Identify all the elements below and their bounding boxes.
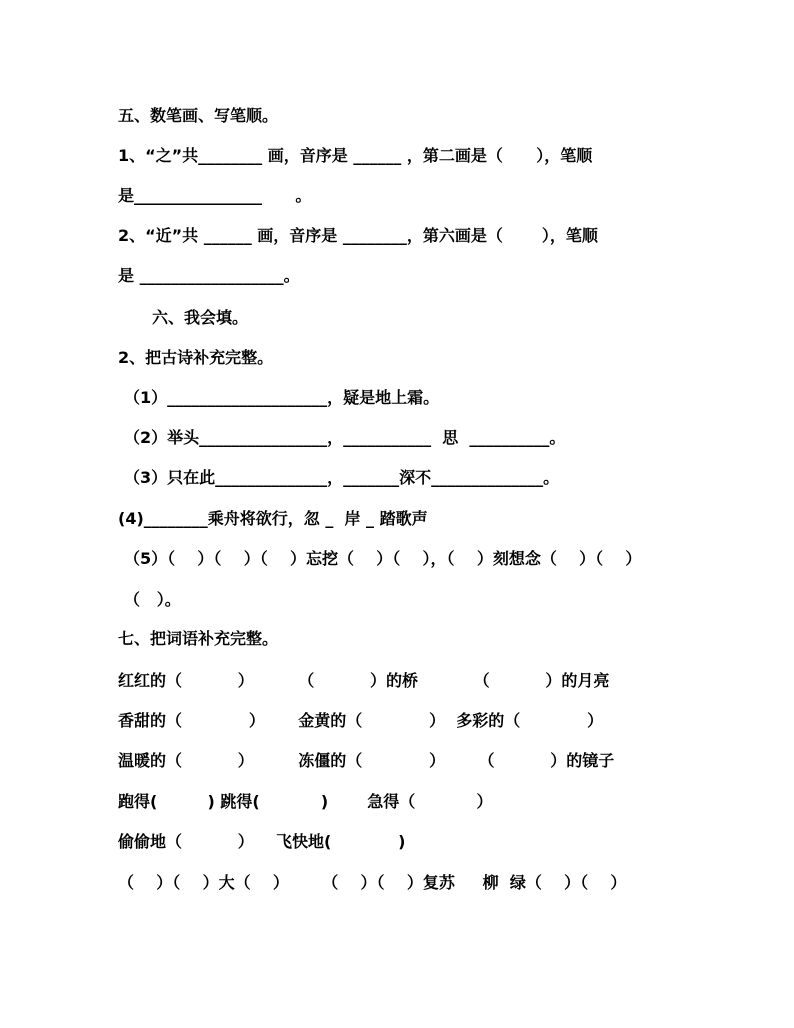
question-1-line-1: 1、“之”共________ 画，音序是 ______ ，第二画是（ ），笔顺 <box>118 146 593 165</box>
question-2-line-1: 2、“近”共 ______ 画，音序是 ________，第六画是（ ），笔顺 <box>118 226 598 245</box>
word-row-3: 温暖的（ ） 冻僵的（ ） （ ）的镜子 <box>118 751 615 770</box>
question-1-line-2: 是________________ 。 <box>118 186 312 205</box>
word-row-4: 跑得( ) 跳得( ) 急得（ ） <box>118 792 493 811</box>
section-5-heading: 五、数笔画、写笔顺。 <box>118 106 279 125</box>
poem-item-3: （3）只在此______________，_______深不______________。 <box>124 468 560 487</box>
poem-item-1: （1）____________________，疑是地上霜。 <box>124 388 440 407</box>
poem-instruction: 2、把古诗补充完整。 <box>118 348 274 367</box>
section-6-heading: 六、我会填。 <box>152 308 249 327</box>
word-row-2: 香甜的（ ） 金黄的（ ） 多彩的（ ） <box>118 711 604 730</box>
section-7-heading: 七、把词语补充完整。 <box>118 629 279 648</box>
poem-item-5-line-1: （5）（ ）（ ）（ ）忘挖（ ）（ ），（ ）刻想念（ ）（ ） <box>124 549 642 568</box>
poem-item-2: （2）举头________________，___________ 思 __________。 <box>124 428 566 447</box>
word-row-6: （ ）（ ）大（ ） （ ）（ ）复苏 柳 绿（ ）（ ） <box>118 873 627 892</box>
question-2-line-2: 是 __________________。 <box>118 266 300 285</box>
word-row-1: 红红的（ ） （ ）的桥 （ ）的月亮 <box>118 671 610 690</box>
word-row-5: 偷偷地（ ） 飞快地( ) <box>118 832 406 851</box>
poem-item-5-line-2: （ ）。 <box>124 590 181 609</box>
poem-item-4: (4)________乘舟将欲行，忽 _ 岸 _ 踏歌声 <box>118 509 428 528</box>
